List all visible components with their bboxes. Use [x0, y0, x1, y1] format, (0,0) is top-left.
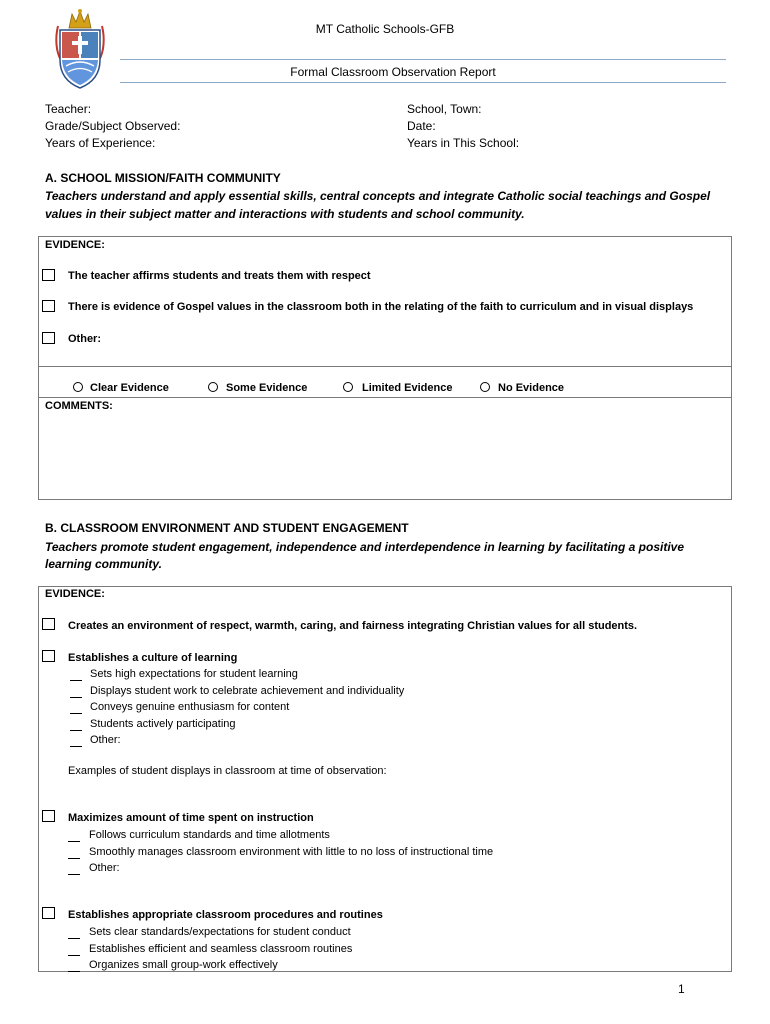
rating-some-evidence: Some Evidence [226, 382, 308, 394]
header-rule-bottom [120, 82, 726, 83]
grade-subject-field-label: Grade/Subject Observed: [45, 119, 181, 133]
section-a-divider [38, 366, 732, 367]
section-a-evidence-label: EVIDENCE: [45, 239, 105, 251]
rating-no-evidence: No Evidence [498, 382, 565, 394]
blank-line[interactable] [68, 874, 80, 875]
sub-item: Smoothly manages classroom environment with little to no loss of instructional time [89, 846, 494, 858]
radio-icon-limited-evidence[interactable] [343, 382, 353, 392]
sub-item: Organizes small group-work effectively [89, 959, 278, 971]
years-experience-field-label: Years of Experience: [45, 136, 156, 150]
blank-line[interactable] [68, 971, 80, 972]
checkbox-icon[interactable] [42, 300, 55, 312]
rating-clear-evidence: Clear Evidence [90, 382, 169, 394]
section-b-item-procedures-routines: Establishes appropriate classroom procedures and routines [68, 909, 383, 921]
sub-item: Displays student work to celebrate achievement and individuality [90, 685, 405, 697]
section-b-description-line2: learning community. [45, 557, 162, 571]
checkbox-icon[interactable] [42, 332, 55, 344]
sub-item: Conveys genuine enthusiasm for content [90, 701, 290, 713]
checkbox-icon[interactable] [42, 907, 55, 919]
blank-line[interactable] [68, 938, 80, 939]
section-a-description-line1: Teachers understand and apply essential skills, central concepts and integrate Catholic social teachings and Gospel [45, 189, 711, 203]
blank-line[interactable] [70, 746, 82, 747]
sub-item: Follows curriculum standards and time allotments [89, 829, 330, 841]
section-b-item-instruction-time: Maximizes amount of time spent on instruction [68, 812, 314, 824]
section-a-description-line2: values in their subject matter and interactions with students and school community. [45, 207, 525, 221]
page-number: 1 [678, 982, 685, 996]
blank-line[interactable] [70, 697, 82, 698]
sub-item: Students actively participating [90, 718, 236, 730]
radio-icon-clear-evidence[interactable] [73, 382, 83, 392]
section-b-description-line1: Teachers promote student engagement, independence and interdependence in learning by facilitating a positive [45, 540, 685, 554]
section-b-item-respect-environment: Creates an environment of respect, warmth, caring, and fairness integrating Christian values for all students. [68, 620, 638, 632]
blank-line[interactable] [70, 730, 82, 731]
teacher-field-label: Teacher: [45, 102, 92, 116]
checkbox-icon[interactable] [42, 269, 55, 281]
section-a-divider-2 [38, 397, 732, 398]
header-rule-top [120, 59, 726, 60]
blank-line[interactable] [68, 841, 80, 842]
checkbox-icon[interactable] [42, 650, 55, 662]
checkbox-icon[interactable] [42, 618, 55, 630]
diocese-logo [52, 8, 108, 90]
sub-item: Sets clear standards/expectations for student conduct [89, 926, 351, 938]
rating-limited-evidence: Limited Evidence [362, 382, 453, 394]
blank-line[interactable] [70, 680, 82, 681]
section-a-heading: A. SCHOOL MISSION/FAITH COMMUNITY [45, 171, 281, 185]
sub-item: Establishes efficient and seamless classroom routines [89, 943, 353, 955]
sub-item: Sets high expectations for student learning [90, 668, 298, 680]
student-displays-examples-label: Examples of student displays in classroom at time of observation: [68, 765, 387, 777]
section-a-item-other: Other: [68, 333, 101, 345]
section-a-item-gospel: There is evidence of Gospel values in the classroom both in the relating of the faith to curriculum and in visual displays [68, 301, 694, 313]
sub-item: Other: [89, 862, 120, 874]
organization-name: MT Catholic Schools-GFB [315, 22, 455, 36]
blank-line[interactable] [68, 858, 80, 859]
form-title: Formal Classroom Observation Report [290, 65, 496, 79]
radio-icon-no-evidence[interactable] [480, 382, 490, 392]
school-town-field-label: School, Town: [407, 102, 482, 116]
radio-icon-some-evidence[interactable] [208, 382, 218, 392]
checkbox-icon[interactable] [42, 810, 55, 822]
blank-line[interactable] [70, 713, 82, 714]
section-a-item-respect: The teacher affirms students and treats them with respect [68, 270, 371, 282]
date-field-label: Date: [407, 119, 436, 133]
section-b-item-culture-of-learning: Establishes a culture of learning [68, 652, 238, 664]
section-b-heading: B. CLASSROOM ENVIRONMENT AND STUDENT ENGAGEMENT [45, 521, 409, 535]
section-a-comments-label: COMMENTS: [45, 400, 113, 412]
sub-item: Other: [90, 734, 121, 746]
years-school-field-label: Years in This School: [407, 136, 520, 150]
section-b-evidence-label: EVIDENCE: [45, 588, 105, 600]
blank-line[interactable] [68, 955, 80, 956]
